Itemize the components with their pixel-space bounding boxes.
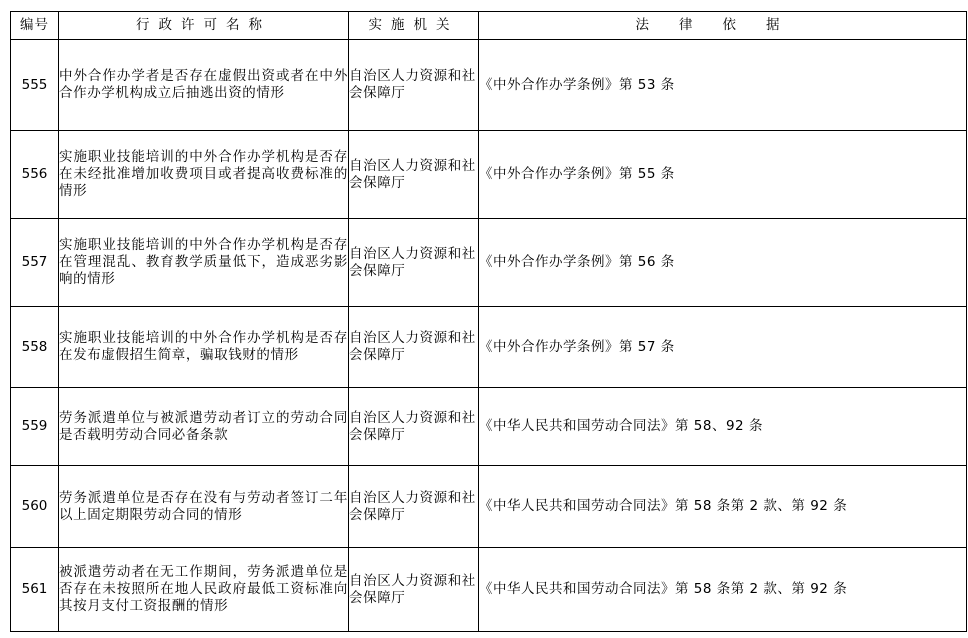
row-number: 561	[11, 548, 59, 632]
legal-basis: 《中华人民共和国劳动合同法》第 58、92 条	[479, 388, 967, 466]
table-row	[11, 307, 967, 388]
table-row	[11, 466, 967, 548]
legal-basis: 《中华人民共和国劳动合同法》第 58 条第 2 款、第 92 条	[479, 466, 967, 548]
row-number: 557	[11, 219, 59, 307]
agency: 自治区人力资源和社会保障厅	[349, 307, 479, 388]
table-row	[11, 548, 967, 632]
legal-basis: 《中外合作办学条例》第 57 条	[479, 307, 967, 388]
agency: 自治区人力资源和社会保障厅	[349, 40, 479, 131]
row-number: 556	[11, 131, 59, 219]
row-number: 559	[11, 388, 59, 466]
header-number: 编号	[11, 12, 59, 40]
table-body	[11, 40, 967, 632]
administrative-license-table	[10, 11, 967, 632]
row-number: 560	[11, 466, 59, 548]
table-row	[11, 388, 967, 466]
license-name: 实施职业技能培训的中外合作办学机构是否存在管理混乱、教育教学质量低下，造成恶劣影响的情形	[59, 219, 349, 307]
license-name: 中外合作办学者是否存在虚假出资或者在中外合作办学机构成立后抽逃出资的情形	[59, 40, 349, 131]
legal-basis: 《中外合作办学条例》第 56 条	[479, 219, 967, 307]
header-row	[11, 12, 967, 40]
agency: 自治区人力资源和社会保障厅	[349, 548, 479, 632]
license-name: 被派遣劳动者在无工作期间，劳务派遣单位是否存在未按照所在地人民政府最低工资标准向其按月支付工资报酬的情形	[59, 548, 349, 632]
legal-basis: 《中外合作办学条例》第 55 条	[479, 131, 967, 219]
license-name: 实施职业技能培训的中外合作办学机构是否存在发布虚假招生简章，骗取钱财的情形	[59, 307, 349, 388]
legal-basis: 《中外合作办学条例》第 53 条	[479, 40, 967, 131]
agency: 自治区人力资源和社会保障厅	[349, 388, 479, 466]
agency: 自治区人力资源和社会保障厅	[349, 466, 479, 548]
header-legal-basis: 法律依据	[479, 12, 967, 40]
agency: 自治区人力资源和社会保障厅	[349, 131, 479, 219]
row-number: 558	[11, 307, 59, 388]
table-row	[11, 40, 967, 131]
license-name: 实施职业技能培训的中外合作办学机构是否存在未经批准增加收费项目或者提高收费标准的情形	[59, 131, 349, 219]
agency: 自治区人力资源和社会保障厅	[349, 219, 479, 307]
license-name: 劳务派遣单位是否存在没有与劳动者签订二年以上固定期限劳动合同的情形	[59, 466, 349, 548]
legal-basis: 《中华人民共和国劳动合同法》第 58 条第 2 款、第 92 条	[479, 548, 967, 632]
license-name: 劳务派遣单位与被派遣劳动者订立的劳动合同是否载明劳动合同必备条款	[59, 388, 349, 466]
header-license-name: 行政许可名称	[59, 12, 349, 40]
table-header	[11, 12, 967, 40]
table-row	[11, 219, 967, 307]
row-number: 555	[11, 40, 59, 131]
header-agency: 实施机关	[349, 12, 479, 40]
table-row	[11, 131, 967, 219]
